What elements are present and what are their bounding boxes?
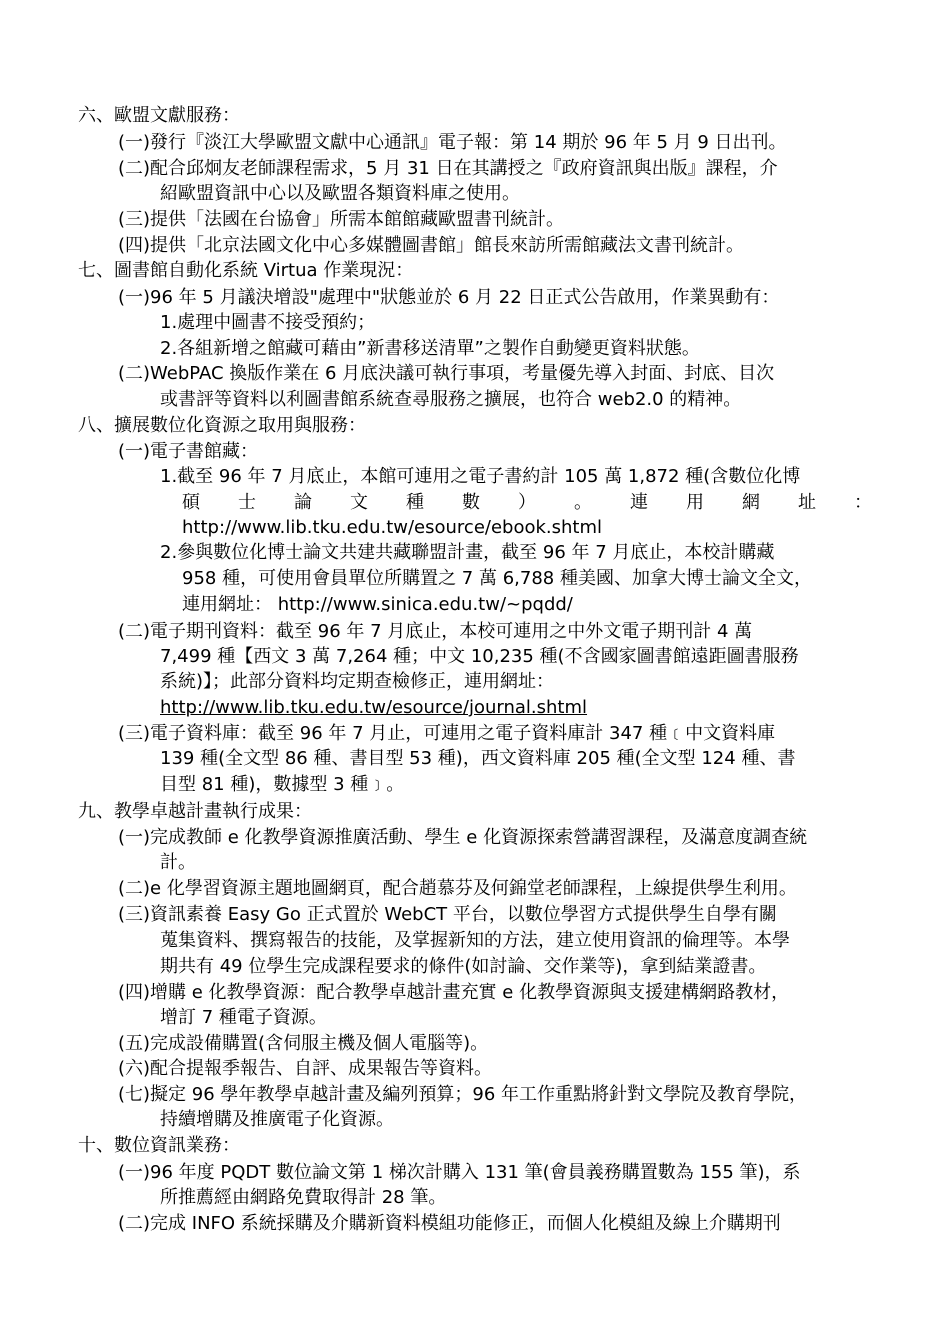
sub-list-item: 2.各組新增之館藏可藉由”新書移送清單”之製作自動變更資料狀態。 [160,338,700,359]
list-item: (一)96 年度 PQDT 數位論文第 1 梯次計購入 131 筆(會員義務購置數為 155 筆)，系 [118,1162,801,1183]
list-item: (一)完成教師 e 化教學資源推廣活動、學生 e 化資源探索營講習課程，及滿意度調查統 [118,827,808,848]
journal-url-link[interactable]: http://www.lib.tku.edu.tw/esource/journal.shtml [160,697,588,718]
list-item-continuation: 系統)】；此部分資料均定期查檢修正，連用網址： [160,671,555,692]
list-item: (一)電子書館藏： [118,441,259,462]
section-heading-8: 八、擴展數位化資源之取用與服務： [78,415,366,436]
list-item-continuation: 139 種(全文型 86 種、書目型 53 種)，西文資料庫 205 種(全文型 124 種、書 [160,748,796,769]
list-item: (四)增購 e 化教學資源：配合教學卓越計畫充實 e 化教學資源與支援建構網路教材， [118,982,790,1003]
list-item: (三)提供「法國在台協會」所需本館館藏歐盟書刊統計。 [118,209,565,230]
section-heading-9: 九、教學卓越計畫執行成果： [78,801,312,822]
list-item: (二)電子期刊資料：截至 96 年 7 月底止，本校可連用之中外文電子期刊計 4 萬 [118,621,753,642]
list-item-continuation: 7,499 種【西文 3 萬 7,264 種；中文 10,235 種(不含國家圖書館遠距圖書服務 [160,646,799,667]
list-item: (一)發行『淡江大學歐盟文獻中心通訊』電子報：第 14 期於 96 年 5 月 9 日出刊。 [118,132,787,153]
list-item-continuation: 紹歐盟資訊中心以及歐盟各類資料庫之使用。 [160,183,520,204]
list-item: (五)完成設備購置(含伺服主機及個人電腦等)。 [118,1033,489,1054]
list-item: (二)e 化學習資源主題地圖網頁，配合趙慕芬及何錦堂老師課程，上線提供學生利用。 [118,878,797,899]
list-item: (二)配合邱炯友老師課程需求，5 月 31 日在其講授之『政府資訊與出版』課程，介 [118,158,778,179]
list-item-continuation: 所推薦經由網路免費取得計 28 筆。 [160,1187,447,1208]
sub-list-item-continuation: 958 種，可使用會員單位所購置之 7 萬 6,788 種美國、加拿大博士論文全文， [182,568,812,589]
sub-list-item: 1.截至 96 年 7 月底止，本館可連用之電子書約計 105 萬 1,872 種(含數位化博 [160,466,801,487]
list-item-continuation: 蒐集資料、撰寫報告的技能，及掌握新知的方法，建立使用資訊的倫理等。本學 [160,930,790,951]
sinica-url-line[interactable]: 連用網址： http://www.sinica.edu.tw/~pqdd/ [182,594,573,615]
list-item: (二)WebPAC 換版作業在 6 月底決議可執行事項，考量優先導入封面、封底、目次 [118,363,775,384]
list-item: (三)資訊素養 Easy Go 正式置於 WebCT 平台，以數位學習方式提供學生自學有關 [118,904,777,925]
list-item-continuation: 或書評等資料以利圖書館系統查尋服務之擴展，也符合 web2.0 的精神。 [160,389,742,410]
sub-list-item: 2.參與數位化博士論文共建共藏聯盟計畫，截至 96 年 7 月底止，本校計購藏 [160,542,775,563]
sub-list-item-continuation: 碩 士 論 文 種 數 ） 。 連 用 網 址 ： [182,492,872,513]
list-item: (三)電子資料庫：截至 96 年 7 月止，可連用之電子資料庫計 347 種﹝中文資料庫 [118,723,776,744]
section-heading-10: 十、數位資訊業務： [78,1135,240,1156]
list-item-continuation: 期共有 49 位學生完成課程要求的條件(如討論、交作業等)，拿到結業證書。 [160,956,767,977]
list-item: (二)完成 INFO 系統採購及介購新資料模組功能修正，而個人化模組及線上介購期刊 [118,1213,781,1234]
list-item-continuation: 目型 81 種)，數據型 3 種﹞。 [160,774,405,795]
list-item: (六)配合提報季報告、自評、成果報告等資料。 [118,1058,493,1079]
sub-list-item: 1.處理中圖書不接受預約； [160,312,376,333]
list-item-continuation: 計。 [160,852,196,873]
section-heading-6: 六、歐盟文獻服務： [78,105,240,126]
list-item-continuation: 增訂 7 種電子資源。 [160,1007,327,1028]
list-item: (四)提供「北京法國文化中心多媒體圖書館」館長來訪所需館藏法文書刊統計。 [118,235,745,256]
list-item: (七)擬定 96 學年教學卓越計畫及編列預算；96 年工作重點將針對文學院及教育學院， [118,1084,808,1105]
section-heading-7: 七、圖書館自動化系統 Virtua 作業現況： [78,260,414,281]
list-item: (一)96 年 5 月議決增設"處理中"狀態並於 6 月 22 日正式公告啟用，作業異動有： [118,287,780,308]
ebook-url-link[interactable]: http://www.lib.tku.edu.tw/esource/ebook.shtml [182,517,603,538]
list-item-continuation: 持續增購及推廣電子化資源。 [160,1109,394,1130]
